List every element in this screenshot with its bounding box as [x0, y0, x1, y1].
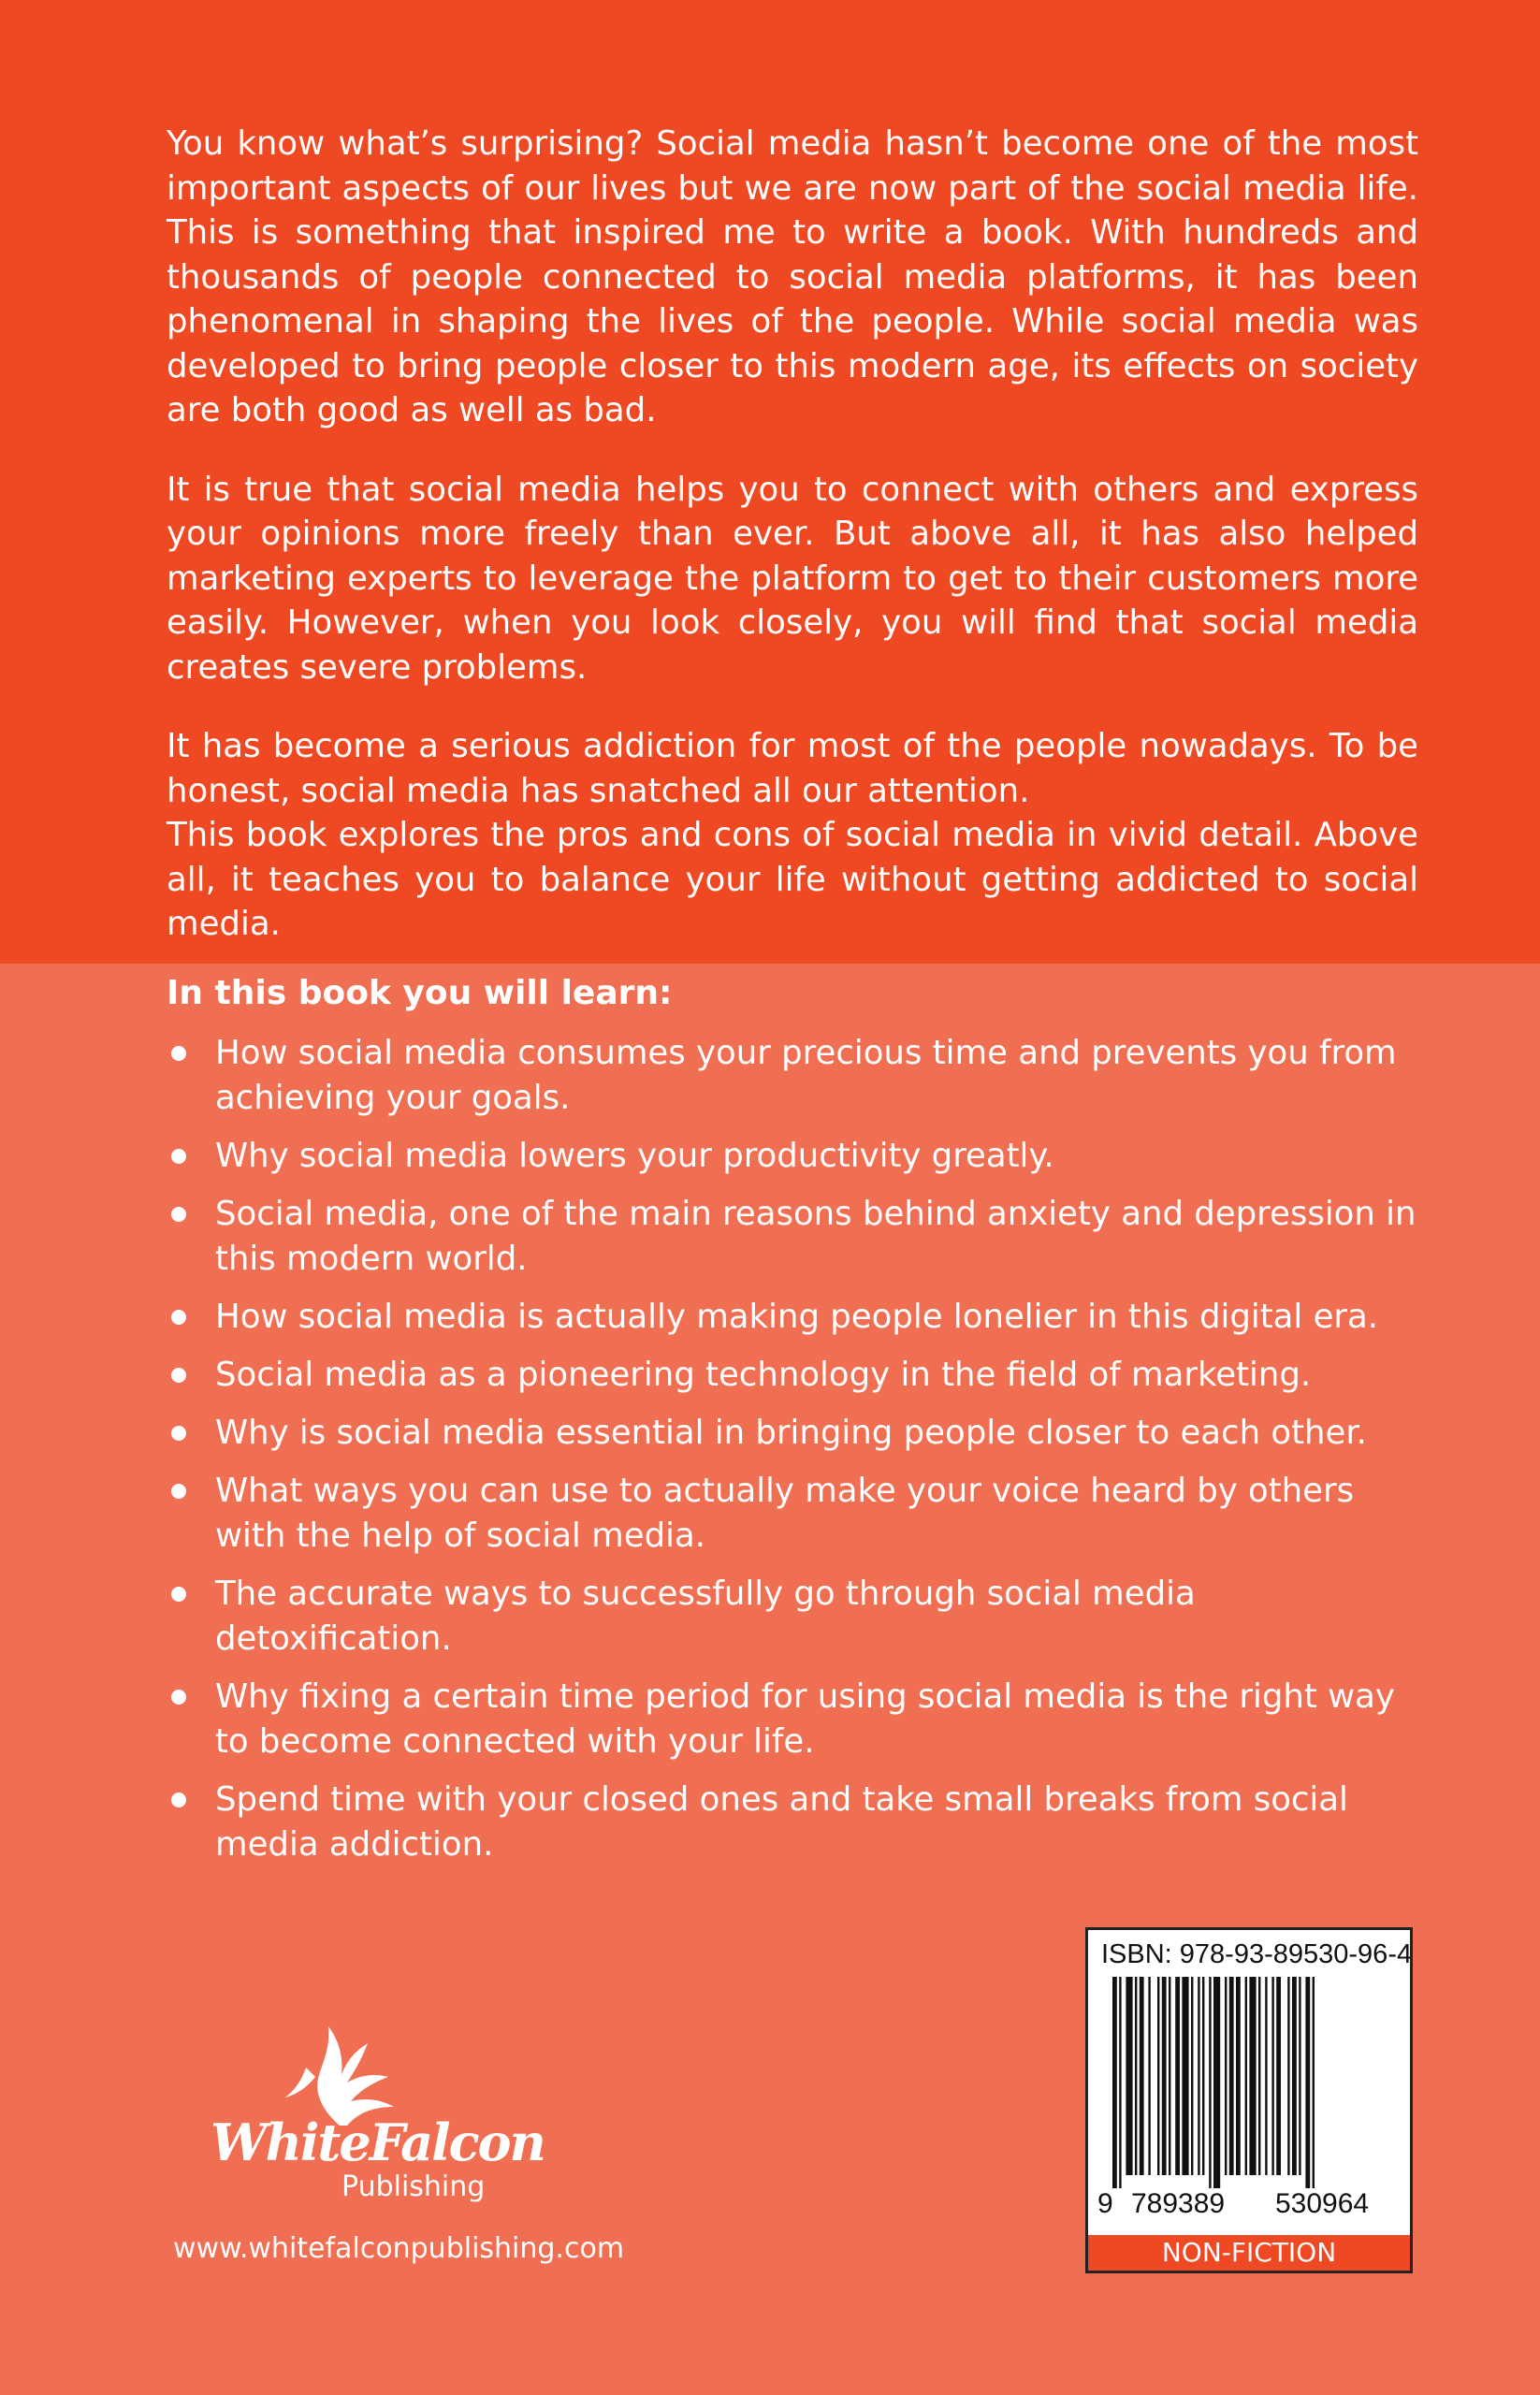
list-item-text: Social media, one of the main reasons behind anxiety and depression in this modern world. — [215, 1195, 1417, 1278]
bullet-icon — [171, 1587, 186, 1602]
bullet-icon — [171, 1368, 186, 1383]
list-item-text: How social media is actually making people lonelier in this digital era. — [215, 1298, 1379, 1336]
blurb-paragraph-4: This book explores the pros and cons of social media in vivid detail. Above all, it teaches you to balance your life without getting addicted to social media. — [167, 816, 1418, 943]
bullet-icon — [171, 1793, 186, 1807]
barcode-bar — [1169, 1977, 1170, 2175]
barcode-bar — [1112, 1977, 1117, 2188]
barcode-bar — [1209, 1977, 1211, 2188]
barcode-digits-left: 789389 — [1131, 2188, 1226, 2219]
barcode-bar — [1292, 1977, 1297, 2175]
list-item-text: Spend time with your closed ones and take small breaks from social media addiction. — [215, 1780, 1348, 1864]
list-item-text: Social media as a pioneering technology in the field of marketing. — [215, 1356, 1312, 1394]
barcode-bar — [1198, 1977, 1199, 2175]
bullet-icon — [171, 1310, 186, 1325]
barcode-bar — [1225, 1977, 1227, 2175]
barcode-bar — [1299, 1977, 1300, 2175]
barcode-bar — [1271, 1977, 1273, 2175]
list-item-text: The accurate ways to successfully go through social media detoxification. — [215, 1575, 1196, 1658]
barcode-bar — [1213, 1977, 1220, 2188]
barcode-bar — [1148, 1977, 1150, 2175]
publisher-logo — [201, 2021, 545, 2208]
learn-heading: In this book you will learn: — [167, 974, 673, 1012]
barcode-bar — [1135, 1977, 1137, 2175]
bullet-icon — [171, 1484, 186, 1499]
barcode-bar — [1258, 1977, 1260, 2175]
barcode-bar — [1265, 1977, 1267, 2175]
barcode-bar — [1175, 1977, 1180, 2175]
barcode-bar — [1162, 1977, 1167, 2175]
barcode-bar — [1287, 1977, 1289, 2175]
blurb-paragraph-2: It is true that social media helps you to connect with others and express your opinions more freely than ever. But above all, it has also helped marketing experts to leverage the platform to get to their customers more easily. However, when you look closely, you will find that social media creates severe problems. — [167, 470, 1418, 687]
barcode-bar — [1202, 1977, 1204, 2175]
list-item — [167, 1031, 1422, 1121]
barcode-bar — [1305, 1977, 1310, 2188]
learn-list — [167, 1031, 1422, 1880]
list-item — [167, 1675, 1422, 1764]
list-item-text: What ways you can use to actually make your voice heard by others with the help of social media. — [215, 1472, 1355, 1555]
barcode-bar — [1236, 1977, 1241, 2175]
barcode-bar — [1245, 1977, 1247, 2175]
bullet-icon — [171, 1207, 186, 1222]
barcode-bar — [1119, 1977, 1121, 2188]
isbn-label: ISBN: 978-93-89530-96-4 — [1101, 1939, 1413, 1969]
list-item — [167, 1778, 1422, 1867]
blurb — [167, 122, 1418, 947]
category-badge: NON-FICTION — [1088, 2235, 1410, 2271]
list-item — [167, 1572, 1422, 1662]
barcode-lead-digit: 9 — [1097, 2188, 1113, 2219]
barcode-bar — [1191, 1977, 1193, 2175]
barcode-bar — [1313, 1977, 1315, 2188]
publisher-website[interactable]: www.whitefalconpublishing.com — [173, 2232, 625, 2265]
list-item-text: Why fixing a certain time period for using social media is the right way to become connected with your life. — [215, 1677, 1395, 1761]
list-item — [167, 1469, 1422, 1559]
barcode-bar — [1157, 1977, 1159, 2175]
list-item — [167, 1411, 1422, 1456]
barcode-bar — [1140, 1977, 1144, 2175]
barcode-bar — [1126, 1977, 1132, 2175]
list-item-text: How social media consumes your precious time and prevents you from achieving your goals. — [215, 1034, 1397, 1117]
barcode-bar — [1229, 1977, 1234, 2175]
barcode-digits-right: 530964 — [1275, 2188, 1370, 2219]
bullet-icon — [171, 1690, 186, 1705]
bullet-icon — [171, 1149, 186, 1164]
blurb-paragraph-1: You know what’s surprising? Social media hasn’t become one of the most important aspects of our lives but we are now part of the social media life. This is something that inspired me to write a book. With hundreds and thousands of people connected to social media platforms, it has been phenomenal in shaping the lives of the people. While social media was developed to bring people closer to this modern age, its effects on society are both good as well as bad. — [167, 124, 1418, 429]
list-item — [167, 1134, 1422, 1179]
logo-wordmark: WhiteFalcon — [211, 2112, 545, 2172]
list-item — [167, 1353, 1422, 1398]
bullet-icon — [171, 1426, 186, 1441]
list-item-text: Why social media lowers your productivity greatly. — [215, 1137, 1054, 1175]
list-item-text: Why is social media essential in bringing people closer to each other. — [215, 1414, 1367, 1452]
isbn-barcode-box — [1085, 1927, 1413, 2273]
blurb-paragraph-3: It has become a serious addiction for most of the people nowadays. To be honest, social media has snatched all our attention. — [167, 727, 1418, 810]
barcode — [1109, 1977, 1389, 2188]
bullet-icon — [171, 1046, 186, 1061]
barcode-digits — [1088, 2188, 1410, 2226]
barcode-bar — [1182, 1977, 1188, 2175]
barcode-bar — [1276, 1977, 1281, 2175]
list-item — [167, 1295, 1422, 1340]
barcode-bar — [1249, 1977, 1256, 2175]
list-item — [167, 1192, 1422, 1282]
logo-subtext: Publishing — [341, 2170, 486, 2203]
